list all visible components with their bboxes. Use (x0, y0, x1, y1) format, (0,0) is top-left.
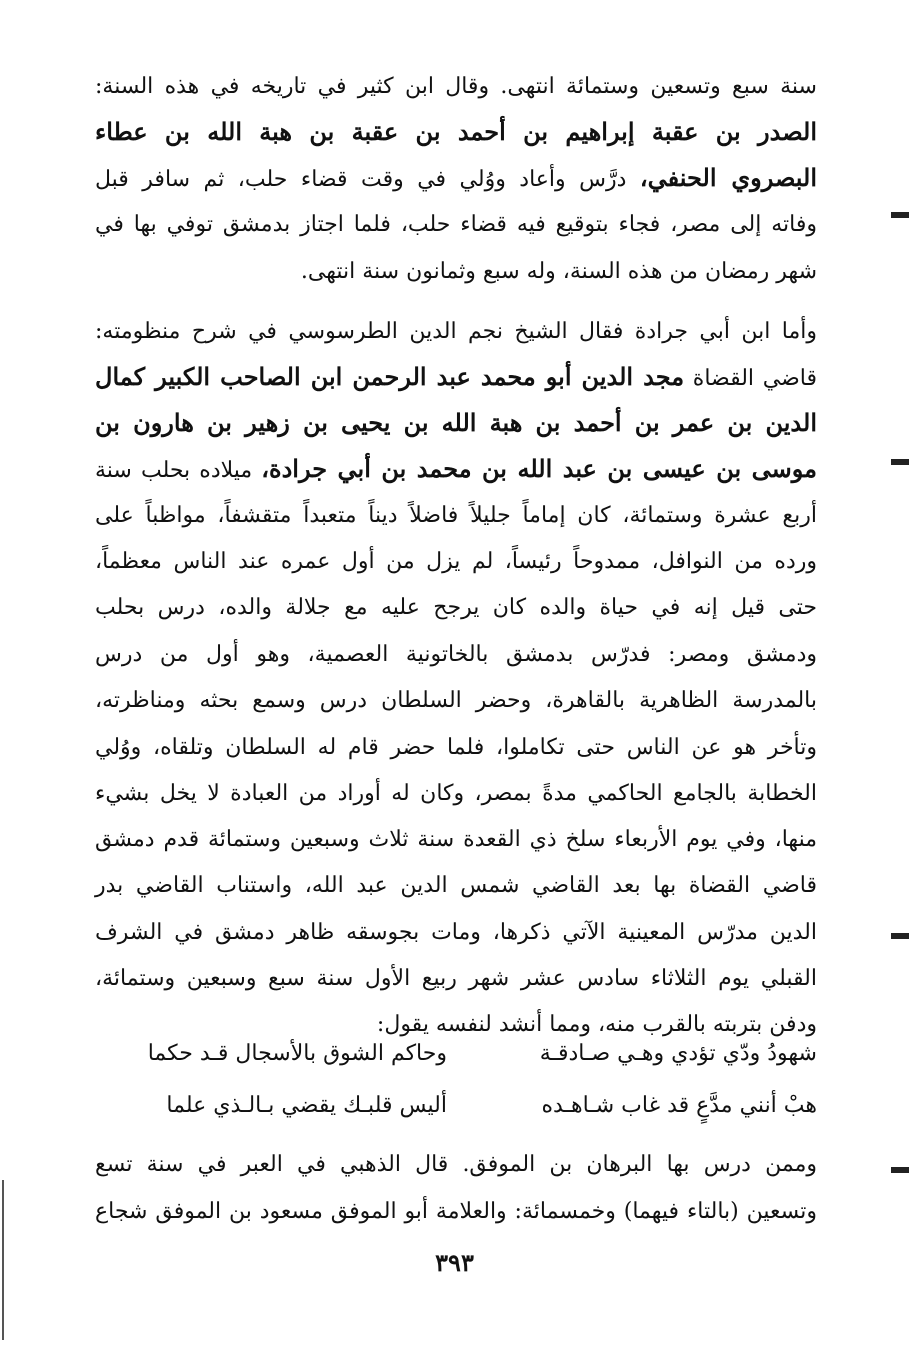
text-line (95, 310, 817, 354)
text-segment: وفاته إلى مصر، فجاء بتوقيع فيه قضاء حلب، فلما اجتاز بدمشق توفي بها في (95, 212, 817, 237)
margin-mark (891, 459, 909, 465)
text-line (95, 586, 817, 630)
bold-name-text: البصروي الحنفي، (639, 163, 817, 192)
text-line (95, 911, 817, 955)
text-line (95, 1143, 817, 1187)
text-line (95, 65, 817, 109)
text-segment: وممن درس بها البرهان بن الموفق. قال الذهبي في العبر في سنة تسع (95, 1152, 817, 1177)
text-line (95, 679, 817, 723)
margin-mark (891, 1167, 909, 1173)
text-line (95, 633, 817, 677)
text-segment: ورده من النوافل، ممدوحاً رئيساً، لم يزل من أول عمره عند الناس معظماً، (95, 549, 817, 574)
text-segment: القبلي يوم الثلاثاء سادس عشر شهر ربيع الأول سنة سبع وسبعين وستمائة، (95, 966, 817, 991)
bold-name-text: الصدر بن عقبة إبراهيم بن أحمد بن عقبة بن هبة الله بن عطاء (95, 117, 817, 146)
text-segment: الخطابة بالجامع الحاكمي مدةً بمصر، وكان له أوراد من العبادة لا يخل بشيء (95, 781, 817, 806)
text-segment: ميلاده بحلب سنة (95, 458, 262, 483)
verse-hemistich: هبْ أنني مدَّعٍ قد غاب شـاهـده (541, 1093, 817, 1118)
verse-hemistich: شهودُ ودّي تؤدي وهـي صـادقـة (539, 1041, 817, 1066)
text-segment: قاضي القضاة بها بعد القاضي شمس الدين عبد الله، واستناب القاضي بدر (95, 873, 817, 898)
text-segment: أربع عشرة وستمائة، كان إماماً جليلاً فاضلاً ديناً متعبداً متقشفاً، مواظباً على (95, 503, 817, 528)
scan-edge (2, 1180, 4, 1340)
text-segment: شهر رمضان من هذه السنة، وله سبع وثمانون سنة انتهى. (300, 259, 817, 284)
bold-name-text: موسى بن عيسى بن عبد الله بن محمد بن أبي جرادة، (261, 454, 817, 483)
text-line (95, 447, 817, 491)
page-number: ٣٩٣ (435, 1248, 474, 1277)
text-segment: وتسعين (بالتاء فيهما) وخمسمائة: والعلامة أبو الموفق مسعود بن الموفق شجاع (95, 1199, 817, 1224)
text-line (95, 540, 817, 584)
text-line (95, 250, 817, 294)
text-segment: بالمدرسة الظاهرية بالقاهرة، وحضر السلطان درس وسمع بحثه ومناظرته، (95, 688, 817, 713)
text-line (95, 110, 817, 154)
text-line (95, 818, 817, 862)
text-segment: وتأخر هو عن الناس حتى تكاملوا، فلما حضر قام له السلطان وتلقاه، ووُلي (95, 735, 817, 760)
text-segment: وأما ابن أبي جرادة فقال الشيخ نجم الدين الطرسوسي في شرح منظومته: (95, 319, 817, 344)
text-segment: ودفن بتربته بالقرب منه، ومما أنشد لنفسه يقول: (376, 1012, 817, 1037)
margin-mark (891, 933, 909, 939)
text-line (95, 355, 817, 399)
text-segment: سنة سبع وتسعين وستمائة انتهى. وقال ابن كثير في تاريخه في هذه السنة: (95, 74, 817, 99)
text-line (95, 957, 817, 1001)
bold-name-text: الدين بن عمر بن أحمد بن هبة الله بن يحيى بن زهير بن هارون بن (95, 408, 817, 437)
text-segment: حتى قيل إنه في حياة والده كان يرجح عليه مع جلالة والده، درس بحلب (95, 595, 817, 620)
text-segment: قاضي القضاة (684, 366, 817, 391)
text-line (95, 401, 817, 445)
text-line (95, 1190, 817, 1234)
text-segment: درَّس وأعاد ووُلي في وقت قضاء حلب، ثم سافر قبل (95, 167, 640, 192)
text-line (95, 772, 817, 816)
text-segment: الدين مدرّس المعينية الآتي ذكرها، ومات بجوسقه ظاهر دمشق في الشرف (95, 920, 817, 945)
verse-hemistich: أليس قلبـك يقضي بـالـذي علما (166, 1093, 447, 1118)
text-line (95, 203, 817, 247)
bold-name-text: مجد الدين أبو محمد عبد الرحمن ابن الصاحب الكبير كمال (95, 362, 685, 391)
text-line (95, 864, 817, 908)
verse-hemistich: وحاكم الشوق بالأسجال قـد حكما (147, 1041, 447, 1066)
text-segment: ودمشق ومصر: فدرّس بدمشق بالخاتونية العصمية، وهو أول من درس (95, 642, 818, 667)
text-line (95, 156, 817, 200)
margin-mark (891, 212, 909, 218)
text-segment: منها، وفي يوم الأربعاء سلخ ذي القعدة سنة ثلاث وسبعين وستمائة قدم دمشق (95, 827, 817, 852)
text-line (95, 494, 817, 538)
text-line (95, 726, 817, 770)
